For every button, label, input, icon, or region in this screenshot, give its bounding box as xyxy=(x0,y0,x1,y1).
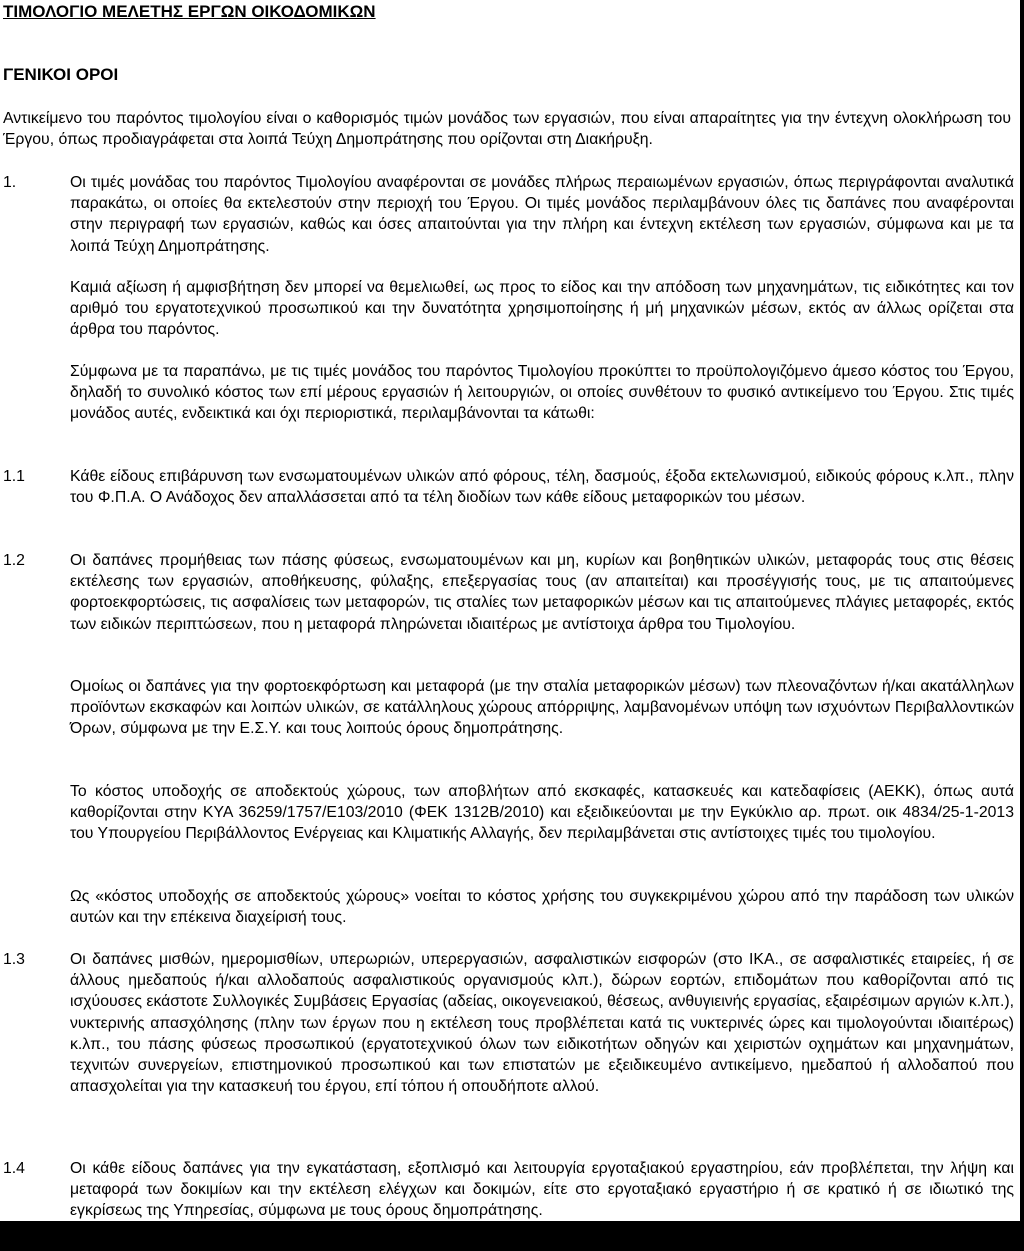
clause-paragraph: Οι τιμές μονάδας του παρόντος Τιμολογίου αναφέρονται σε μονάδες πλήρως περαιωμένων εργασιών, όπως περιγράφονται αναλυτικά παρακάτω, οι οποίες θα εκτελεστούν στην περιοχή του Έργου. Οι τιμές μονάδος περιλαμβάνουν όλες τις δαπάνες που αναφέρονται στην περιγραφή των εργασιών, καθώς και όσες απαιτούνται για την πλήρη και έντεχνη εκτέλεση των εργασιών, σύμφωνα και με τα λοιπά Τεύχη Δημοπράτησης. xyxy=(70,174,1014,255)
clause-paragraph: Καμιά αξίωση ή αμφισβήτηση δεν μπορεί να θεμελιωθεί, ως προς το είδος και την απόδοση των μηχανημάτων, τις ειδικότητες και τον αριθμό του εργατοτεχνικού προσωπικού και την δυνατότητα χρησιμοποίησης ή μή μηχανικών μέσων, εκτός αν άλλως ορίζεται στα άρθρα του παρόντος. xyxy=(70,279,1014,339)
clause-number: 1.2 xyxy=(3,552,25,569)
clause-paragraph: Κάθε είδους επιβάρυνση των ενσωματουμένων υλικών από φόρους, τέλη, δασμούς, έξοδα εκτελωνισμού, ειδικούς φόρους κ.λπ., πλην του Φ.Π.Α. Ο Ανάδοχος δεν απαλλάσσεται από τα τέλη διοδίων των κάθε είδους μεταφορικών του μέσων. xyxy=(70,468,1014,507)
clause-paragraph: Οι κάθε είδους δαπάνες για την εγκατάσταση, εξοπλισμό και λειτουργία εργοταξιακού εργαστηρίου, εάν προβλέπεται, την λήψη και μεταφορά των δοκιμίων και την εκτέλεση ελέγχων και δοκιμών, είτε στο εργοταξιακό εργαστήριο ή σε κρατικό ή σε ιδιωτικό της εγκρίσεως της Υπηρεσίας, σύμφωνα με τους όρους δημοπράτησης. xyxy=(70,1160,1014,1220)
section-heading: ΓΕΝΙΚΟΙ ΟΡΟΙ xyxy=(3,65,119,84)
page-edge-border xyxy=(1020,0,1024,1251)
clause-paragraph: Ως «κόστος υποδοχής σε αποδεκτούς χώρους» νοείται το κόστος χρήσης του συγκεκριμένου χώρου από την παράδοση των υλικών αυτών και την επέκεινα διαχείρισή τους. xyxy=(70,888,1014,927)
clause-number: 1. xyxy=(3,174,17,191)
clause-paragraph: Ομοίως οι δαπάνες για την φορτοεκφόρτωση και μεταφορά (με την σταλία μεταφορικών μέσων) των πλεοναζόντων ή/και ακατάλληλων προϊόντων εκσκαφών και λοιπών υλικών, σε κατάλληλους χώρους απόρριψης, λαμβανομένων υπόψη των ισχυόντων Περιβαλλοντικών Όρων, σύμφωνα με την Ε.Σ.Υ. και τους λοιπούς όρους δημοπράτησης. xyxy=(70,678,1014,738)
page-bottom-border xyxy=(0,1221,1024,1251)
clause-paragraph: Σύμφωνα με τα παραπάνω, με τις τιμές μονάδος του παρόντος Τιμολογίου προκύπτει το προϋπολογιζόμενο άμεσο κόστος του Έργου, δηλαδή το συνολικό κόστος των επί μέρους εργασιών ή λειτουργιών, οι οποίες συνθέτουν το φυσικό αντικείμενο του Έργου. Στις τιμές μονάδος αυτές, ενδεικτικά και όχι περιοριστικά, περιλαμβάνονται τα κάτωθι: xyxy=(70,363,1014,423)
clause-number: 1.4 xyxy=(3,1160,25,1177)
clause-paragraph: Οι δαπάνες προμήθειας των πάσης φύσεως, ενσωματουμένων και μη, κυρίων και βοηθητικών υλικών, μεταφοράς τους στις θέσεις εκτέλεσης των εργασιών, αποθήκευσης, φύλαξης, επεξεργασίας τους (αν απαιτείται) και προσέγγισής τους, με τις απαιτούμενες φορτοεκφορτώσεις, τις ασφαλίσεις των μεταφορών, τις σταλίες των μεταφορικών μέσων και τις απαιτούμενες πλάγιες μεταφορές, εκτός των ειδικών περιπτώσεων, που η μεταφορά πληρώνεται ιδιαιτέρως με αντίστοιχα άρθρα του Τιμολογίου. xyxy=(70,552,1014,633)
document-title: ΤΙΜΟΛΟΓΙΟ ΜΕΛΕΤΗΣ ΕΡΓΩΝ ΟΙΚΟΔΟΜΙΚΩΝ xyxy=(3,2,376,21)
clause-number: 1.1 xyxy=(3,468,25,485)
intro-paragraph: Αντικείμενο του παρόντος τιμολογίου είναι ο καθορισμός τιμών μονάδος των εργασιών, που είναι απαραίτητες για την έντεχνη ολοκλήρωση του Έργου, όπως προδιαγράφεται στα λοιπά Τεύχη Δημοπράτησης που ορίζονται στη Διακήρυξη. xyxy=(3,110,1011,149)
clause-paragraph: Οι δαπάνες μισθών, ημερομισθίων, υπερωριών, υπερεργασιών, ασφαλιστικών εισφορών (στο ΙΚΑ., σε ασφαλιστικές εταιρείες, ή σε άλλους ημεδαπούς ή/και αλλοδαπούς ασφαλιστικούς οργανισμούς κλπ.), δώρων εορτών, επιδομάτων που καθορίζονται από τις ισχύουσες εκάστοτε Συλλογικές Συμβάσεις Εργασίας (αδείας, οικογενειακού, θέσεως, ανθυγιεινής εργασίας, εξαιρέσιμων αργιών κ.λπ.), νυκτερινής απασχόλησης (πλην των έργων που η εκτέλεση τους προβλέπεται κατά τις νυκτερινές ώρες και τιμολογούνται ιδιαιτέρως) κ.λπ., του πάσης φύσεως προσωπικού (εργατοτεχνικού όλων των ειδικοτήτων οδηγών και χειριστών οχημάτων και μηχανημάτων, τεχνιτών συνεργείων, επιστημονικού προσωπικού και των επιστατών με εξειδικευμένο αντικείμενο, ημεδαπού ή αλλοδαπού που απασχολείται για την κατασκευή του έργου, επί τόπου ή οπουδήποτε αλλού. xyxy=(70,951,1014,1096)
clause-number: 1.3 xyxy=(3,951,25,968)
clause-paragraph: Το κόστος υποδοχής σε αποδεκτούς χώρους, των αποβλήτων από εκσκαφές, κατασκευές και κατεδαφίσεις (ΑΕΚΚ), όπως αυτά καθορίζονται στην ΚΥΑ 36259/1757/Ε103/2010 (ΦΕΚ 1312Β/2010) και εξειδικεύονται με την Εγκύκλιο αρ. πρωτ. οικ 4834/25-1-2013 του Υπουργείου Περιβάλλοντος Ενέργειας και Κλιματικής Αλλαγής, δεν περιλαμβάνεται στις αντίστοιχες τιμές του τιμολογίου. xyxy=(70,783,1014,843)
